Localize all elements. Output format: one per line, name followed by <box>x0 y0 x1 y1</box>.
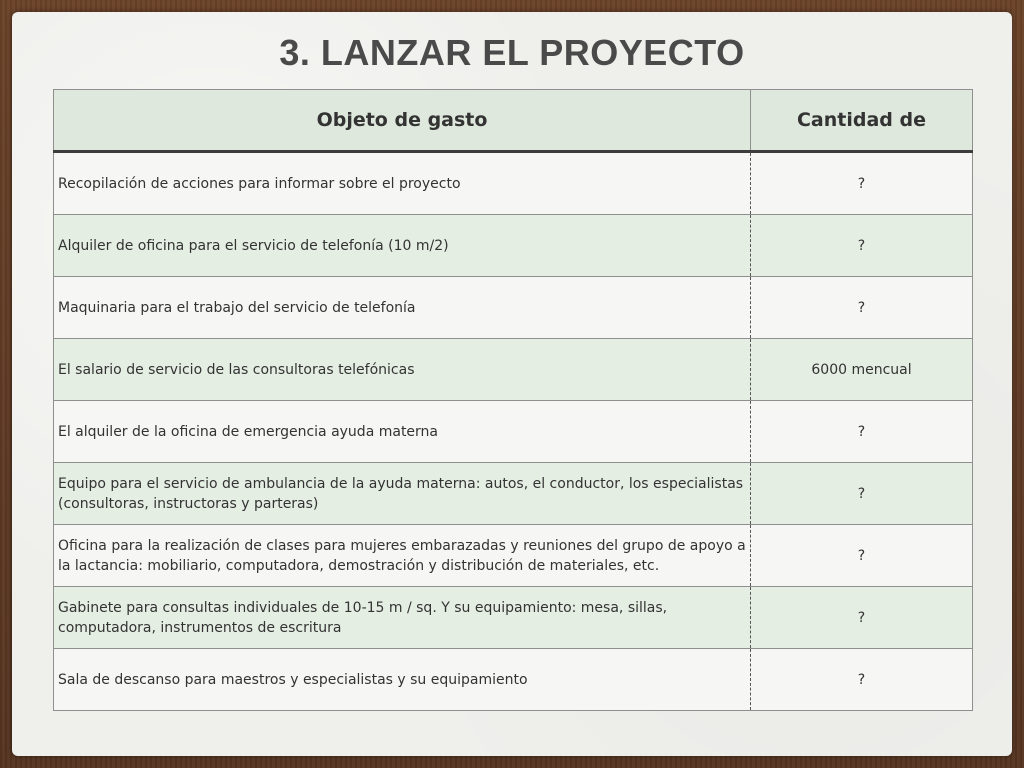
expense-item-cell: El salario de servicio de las consultoras telefónicas <box>54 339 751 401</box>
table-row <box>54 215 973 277</box>
table-row <box>54 339 973 401</box>
slide-title: 3. LANZAR EL PROYECTO <box>279 32 745 73</box>
table-row <box>54 525 973 587</box>
amount-cell: ? <box>751 649 973 711</box>
expense-item-cell: Recopilación de acciones para informar sobre el proyecto <box>54 152 751 215</box>
amount-cell: ? <box>751 401 973 463</box>
table-header-row <box>54 90 973 152</box>
amount-cell: 6000 mencual <box>751 339 973 401</box>
table-row <box>54 152 973 215</box>
slide <box>12 12 1012 756</box>
amount-cell: ? <box>751 152 973 215</box>
header-amount: Cantidad de <box>751 90 973 152</box>
table-row <box>54 587 973 649</box>
amount-cell: ? <box>751 277 973 339</box>
table-row <box>54 649 973 711</box>
amount-cell: ? <box>751 525 973 587</box>
expense-item-cell: Oficina para la realización de clases para mujeres embarazadas y reuniones del grupo de apoyo a la lactancia: mobiliario, computadora, demostración y distribución de materiales, etc. <box>54 525 751 587</box>
expense-item-cell: Sala de descanso para maestros y especialistas y su equipamiento <box>54 649 751 711</box>
header-expense-item: Objeto de gasto <box>54 90 751 152</box>
expense-item-cell: El alquiler de la oficina de emergencia ayuda materna <box>54 401 751 463</box>
expense-item-cell: Gabinete para consultas individuales de 10-15 m / sq. Y su equipamiento: mesa, sillas, computadora, instrumentos de escritura <box>54 587 751 649</box>
amount-cell: ? <box>751 463 973 525</box>
table-row <box>54 277 973 339</box>
table-row <box>54 463 973 525</box>
amount-cell: ? <box>751 587 973 649</box>
expense-item-cell: Maquinaria para el trabajo del servicio de telefonía <box>54 277 751 339</box>
expense-item-cell: Alquiler de oficina para el servicio de telefonía (10 m/2) <box>54 215 751 277</box>
budget-table <box>53 89 973 711</box>
amount-cell: ? <box>751 215 973 277</box>
table-row <box>54 401 973 463</box>
expense-item-cell: Equipo para el servicio de ambulancia de la ayuda materna: autos, el conductor, los especialistas (consultoras, instructoras y parteras) <box>54 463 751 525</box>
